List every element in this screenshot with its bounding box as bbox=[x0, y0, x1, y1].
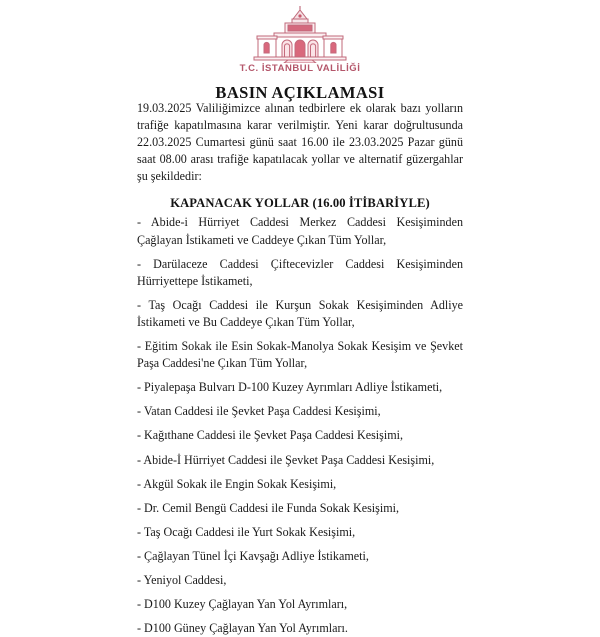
list-item: - Dr. Cemil Bengü Caddesi ile Funda Sokak Kesişimi, bbox=[137, 500, 400, 515]
section-title: KAPANACAK YOLLAR (16.00 İTİBARİYLE) bbox=[170, 196, 430, 211]
istanbul-governorship-building-icon bbox=[252, 5, 348, 63]
list-item: - D100 Güney Çağlayan Yan Yol Ayrımları. bbox=[137, 621, 348, 636]
document-header bbox=[0, 0, 600, 74]
list-item: - Taş Ocağı Caddesi ile Yurt Sokak Kesişimi, bbox=[137, 524, 356, 539]
list-item: - Akgül Sokak ile Engin Sokak Kesişimi, bbox=[137, 476, 337, 491]
list-item: - Kağıthane Caddesi ile Şevket Paşa Caddesi Kesişimi, bbox=[137, 428, 404, 443]
list-item: - Eğitim Sokak ile Esin Sokak-Manolya Sokak Kesişim ve Şevket Paşa Caddesi'ne Çıkan Tüm Yollar, bbox=[137, 339, 463, 371]
logo-caption: T.C. İSTANBUL VALİLİĞİ bbox=[239, 63, 361, 74]
list-item: - Taş Ocağı Caddesi ile Kurşun Sokak Kesişiminden Adliye İstikameti ve Bu Caddeye Çıkan Tüm Yollar, bbox=[137, 297, 463, 329]
list-item: - Darülaceze Caddesi Çiftecevizler Caddesi Kesişiminden Hürriyettepe İstikameti, bbox=[137, 256, 463, 288]
list-item: - Yeniyol Caddesi, bbox=[137, 572, 227, 587]
list-item: - Abide-i Hürriyet Caddesi Merkez Caddesi Kesişiminden Çağlayan İstikameti ve Caddeye Çıkan Tüm Yollar, bbox=[137, 215, 463, 247]
intro-paragraph: 19.03.2025 Valiliğimizce alınan tedbirlere ek olarak bazı yolların trafiğe kapatılmasına karar verilmiştir. Yeni karar doğrultusunda 22.03.2025 Cumartesi günü saat 16.00 ile 23.03.2025 Pazar günü saat 08.00 arası trafiğe kapatılacak yollar ve alternatif güzergahlar şu şekildedir: bbox=[137, 101, 463, 184]
list-item: - Çağlayan Tünel İçi Kavşağı Adliye İstikameti, bbox=[137, 548, 369, 563]
page-title: BASIN AÇIKLAMASI bbox=[215, 82, 385, 102]
list-item: - D100 Kuzey Çağlayan Yan Yol Ayrımları, bbox=[137, 597, 348, 612]
list-item: - Abide-İ Hürriyet Caddesi ile Şevket Paşa Caddesi Kesişimi, bbox=[137, 452, 435, 467]
closed-roads-list bbox=[137, 214, 463, 637]
list-item: - Vatan Caddesi ile Şevket Paşa Caddesi Kesişimi, bbox=[137, 404, 381, 419]
document-body bbox=[137, 100, 463, 637]
list-item: - Piyalepaşa Bulvarı D-100 Kuzey Ayrımları Adliye İstikameti, bbox=[137, 380, 443, 395]
